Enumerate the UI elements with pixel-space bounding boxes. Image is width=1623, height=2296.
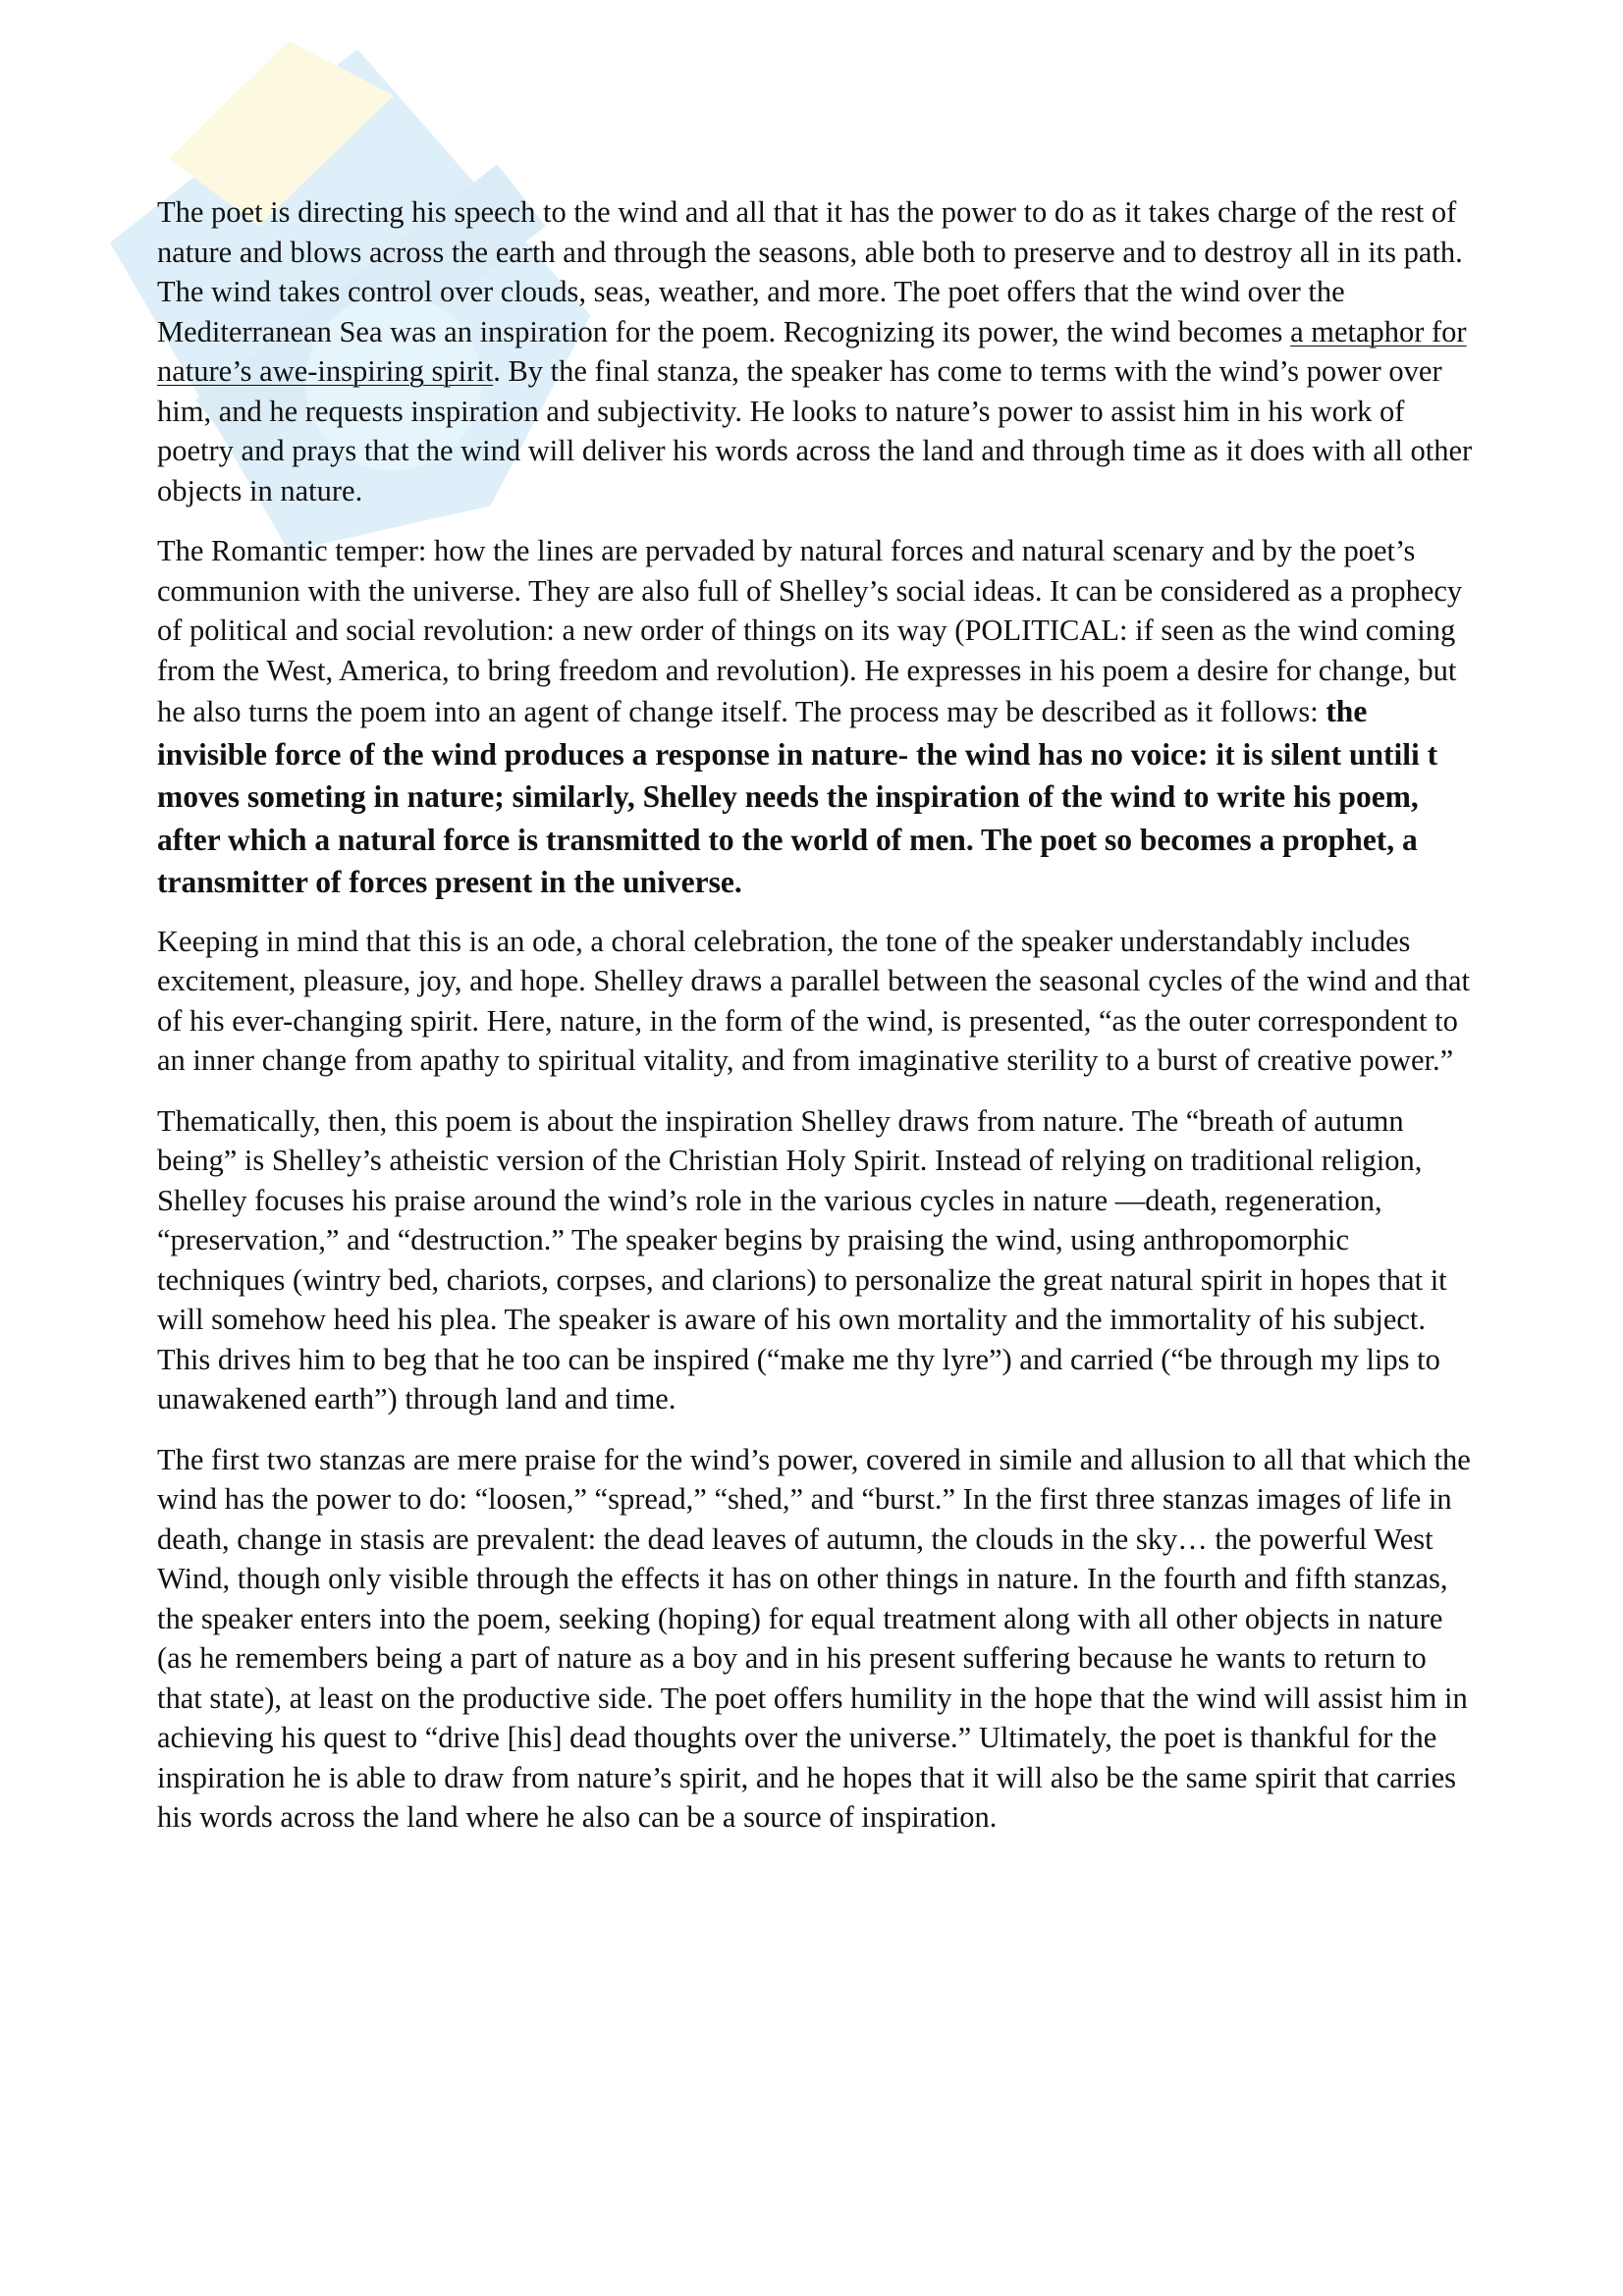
paragraph-2-bold-text: the invisible force of the wind produces a response in nature- the wind has no voice: it is silent untili t moves someting in nature; similarly, Shelley needs the inspiration of the wind to write his poem, after which a natural force is transmitted to the world of men. The poet so becomes a prophet, a transmitter of forces present in the universe. — [157, 694, 1438, 899]
paragraph-wind-speech — [157, 192, 1478, 510]
document-body — [157, 192, 1478, 1858]
paragraph-1-text-a: The poet is directing his speech to the wind and all that it has the power to do as it takes charge of the rest of nature and blows across the earth and through the seasons, able both to preserve and to destroy all in its path. The wind takes control over clouds, seas, weather, and more. The poet offers that the wind over the Mediterranean Sea was an inspiration for the poem. Recognizing its power, the wind becomes — [157, 195, 1463, 348]
paragraph-thematic: Thematically, then, this poem is about the inspiration Shelley draws from nature. The “breath of autumn being” is Shelley’s atheistic version of the Christian Holy Spirit. Instead of relying on traditional religion, Shelley focuses his praise around the wind’s role in the various cycles in nature —death, regeneration, “preservation,” and “destruction.” The speaker begins by praising the wind, using anthropomorphic techniques (wintry bed, chariots, corpses, and clarions) to personalize the great natural spirit in hopes that it will somehow heed his plea. The speaker is aware of his own mortality and the immortality of his subject. This drives him to beg that he too can be inspired (“make me thy lyre”) and carried (“be through my lips to unawakened earth”) through land and time. — [157, 1103, 1447, 1415]
paragraph-2-text-a: The Romantic temper: how the lines are pervaded by natural forces and natural scenary and by the poet’s communion with the universe. They are also full of Shelley’s social ideas. It can be considered as a prophecy of political and social revolution: a new order of things on its way (POLITICAL: if seen as the wind coming from the West, America, to bring freedom and revolution). He expresses in his poem a desire for change, but he also turns the poem into an agent of change itself. The process may be described as it follows: — [157, 534, 1463, 728]
paragraph-stanzas: The first two stanzas are mere praise for the wind’s power, covered in simile and allusion to all that which the wind has the power to do: “loosen,” “spread,” “shed,” and “burst.” In the first three stanzas images of life in death, change in stasis are prevalent: the dead leaves of autumn, the clouds in the sky… the powerful West Wind, though only visible through the effects it has on other things in nature. In the fourth and fifth stanzas, the speaker enters into the poem, seeking (hoping) for equal treatment along with all other objects in nature (as he remembers being a part of nature as a boy and in his present suffering because he wants to return to that state), at least on the productive side. The poet offers humility in the hope that the wind will assist him in achieving his quest to “drive [his] dead thoughts over the universe.” Ultimately, the poet is thankful for the inspiration he is able to draw from nature’s spirit, and he hopes that it will also be the same spirit that carries his words across the land where he also can be a source of inspiration. — [157, 1442, 1471, 1834]
paragraph-ode-tone: Keeping in mind that this is an ode, a choral celebration, the tone of the speaker understandably includes excitement, pleasure, joy, and hope. Shelley draws a parallel between the seasonal cycles of the wind and that of his ever-changing spirit. Here, nature, in the form of the wind, is presented, “as the outer correspondent to an inner change from apathy to spiritual vitality, and from imaginative sterility to a burst of creative power.” — [157, 924, 1470, 1077]
metaphor-link[interactable]: a metaphor for nature’s awe-inspiring spirit — [157, 314, 1467, 388]
paragraph-1-text-b: . By the final stanza, the speaker has come to terms with the wind’s power over him, and he requests inspiration and subjectivity. He looks to nature’s power to assist him in his work of poetry and prays that the wind will deliver his words across the land and through time as it does with all other objects in nature. — [157, 354, 1473, 507]
paragraph-romantic-temper — [157, 531, 1478, 904]
